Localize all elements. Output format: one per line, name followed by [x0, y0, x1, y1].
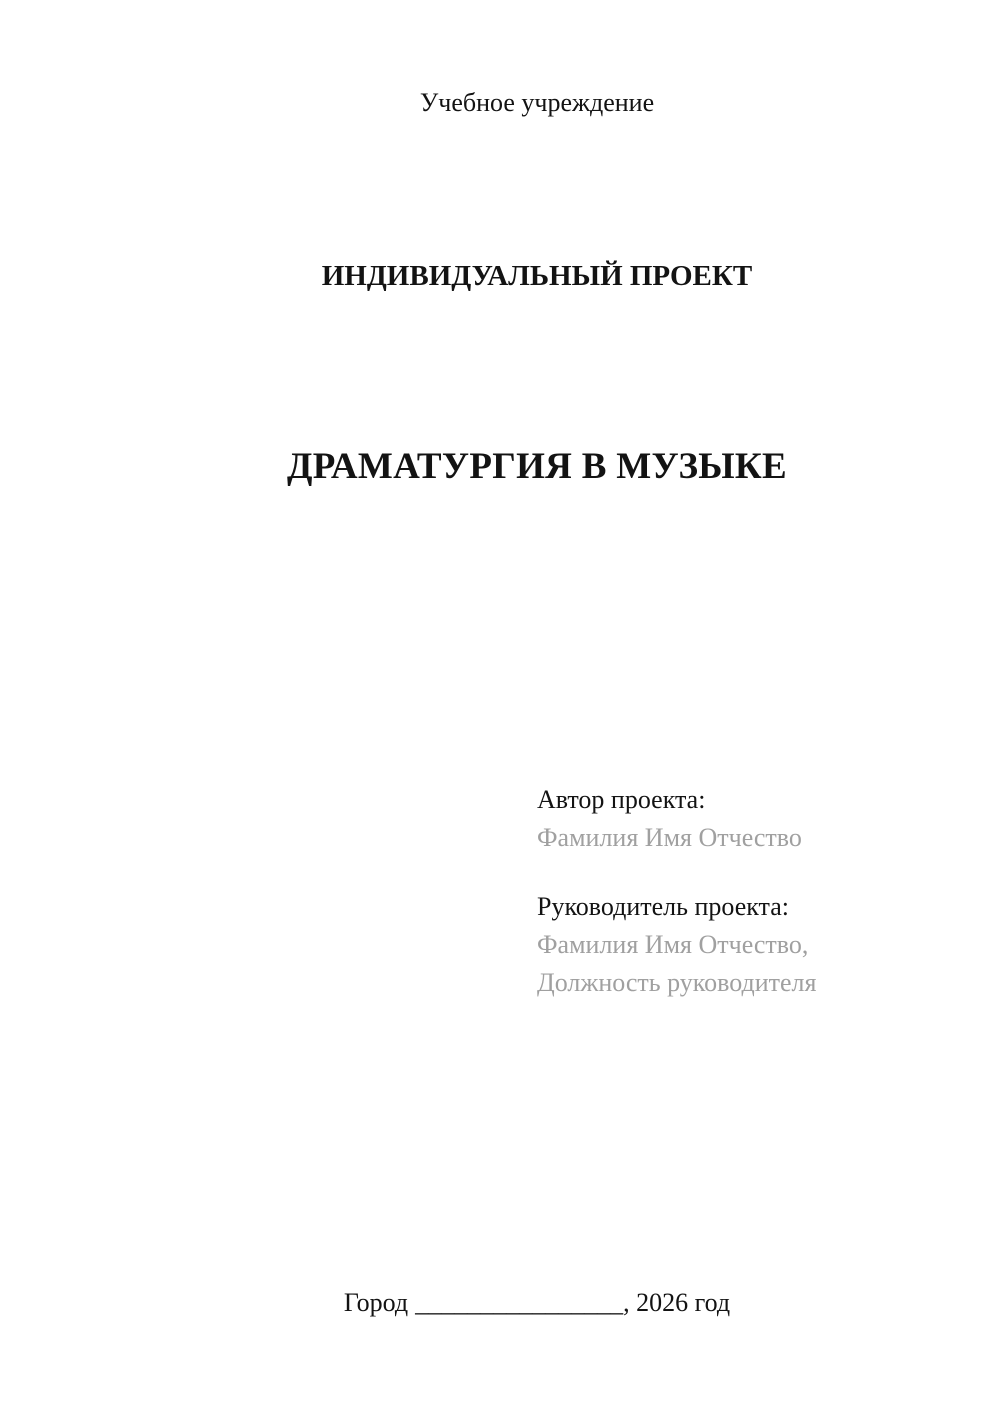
year-text: , 2026 год — [623, 1288, 731, 1317]
supervisor-name-placeholder: Фамилия Имя Отчество, — [537, 930, 809, 959]
credits-block — [537, 781, 816, 1002]
author-name-placeholder: Фамилия Имя Отчество — [537, 823, 802, 852]
project-title: ДРАМАТУРГИЯ В МУЗЫКЕ — [286, 446, 788, 487]
supervisor-label: Руководитель проекта: — [537, 892, 790, 921]
city-year-line — [140, 1284, 934, 1322]
author-paragraph — [537, 781, 816, 857]
author-label: Автор проекта: — [537, 785, 706, 814]
institution-name: Учебное учреждение — [419, 88, 655, 117]
project-type-heading: ИНДИВИДУАЛЬНЫЙ ПРОЕКТ — [321, 260, 753, 292]
supervisor-paragraph — [537, 888, 816, 1002]
city-blank-line: ________________ — [415, 1288, 624, 1317]
supervisor-position-placeholder: Должность руководителя — [537, 968, 817, 997]
city-label: Город — [343, 1288, 409, 1317]
